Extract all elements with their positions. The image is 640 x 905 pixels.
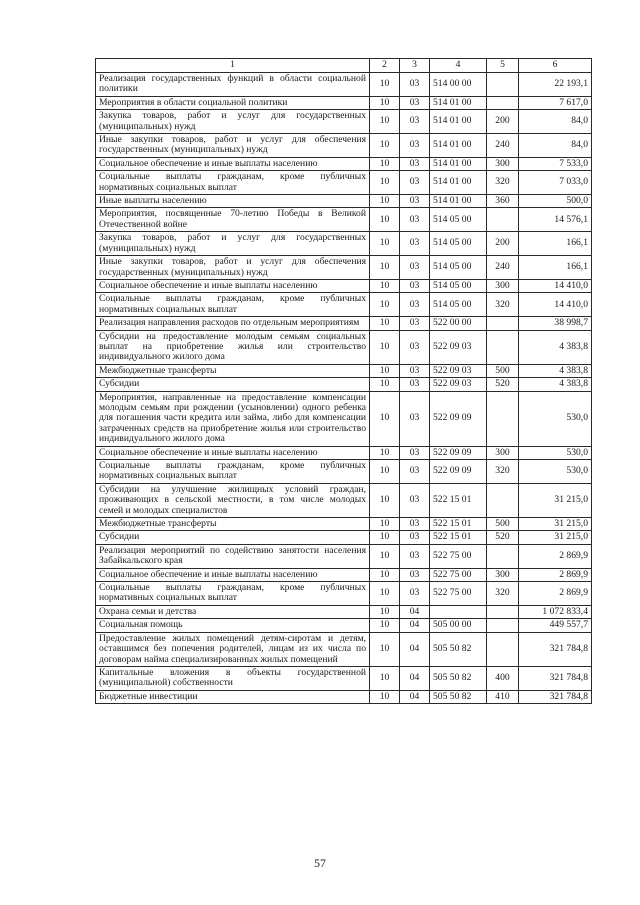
amount-cell: 2 869,9 [519,582,592,606]
table-row [96,96,592,109]
header-col-2: 2 [370,59,400,73]
target-article-cell: 522 75 00 [430,568,487,581]
table-row [96,518,592,531]
target-article-cell: 514 01 00 [430,110,487,134]
section-code-cell: 10 [370,157,400,170]
subsection-code-cell: 03 [400,518,430,531]
amount-cell: 2 869,9 [519,544,592,568]
amount-cell: 84,0 [519,134,592,158]
section-code-cell: 10 [370,330,400,364]
section-code-cell: 10 [370,391,400,446]
expense-type-cell: 410 [487,690,519,703]
expense-type-cell: 200 [487,232,519,256]
table-row [96,293,592,317]
section-code-cell: 10 [370,232,400,256]
expense-type-cell: 500 [487,518,519,531]
row-name-cell: Субсидии на предоставление молодым семьям социальных выплат на приобретение жилья или строительство индивидуального жилого дома [96,330,370,364]
subsection-code-cell: 03 [400,364,430,377]
amount-cell: 166,1 [519,256,592,280]
expense-type-cell: 300 [487,279,519,292]
subsection-code-cell: 03 [400,96,430,109]
section-code-cell: 10 [370,171,400,195]
target-article-cell: 522 09 09 [430,391,487,446]
subsection-code-cell: 03 [400,110,430,134]
expense-type-cell [487,544,519,568]
table-row [96,446,592,459]
section-code-cell: 10 [370,256,400,280]
amount-cell: 530,0 [519,391,592,446]
subsection-code-cell: 03 [400,256,430,280]
expense-type-cell [487,208,519,232]
row-name-cell: Реализация направления расходов по отдельным мероприятиям [96,317,370,330]
expense-type-cell: 400 [487,666,519,690]
section-code-cell: 10 [370,460,400,484]
row-name-cell: Социальное обеспечение и иные выплаты населению [96,568,370,581]
amount-cell: 530,0 [519,446,592,459]
amount-cell: 449 557,7 [519,619,592,632]
table-row [96,73,592,97]
amount-cell: 321 784,8 [519,666,592,690]
subsection-code-cell: 03 [400,293,430,317]
expense-type-cell [487,73,519,97]
amount-cell: 321 784,8 [519,690,592,703]
row-name-cell: Бюджетные инвестиции [96,690,370,703]
row-name-cell: Социальное обеспечение и иные выплаты населению [96,446,370,459]
expense-type-cell: 500 [487,364,519,377]
section-code-cell: 10 [370,364,400,377]
row-name-cell: Социальное обеспечение и иные выплаты населению [96,157,370,170]
row-name-cell: Социальные выплаты гражданам, кроме публичных нормативных социальных выплат [96,293,370,317]
subsection-code-cell: 03 [400,317,430,330]
row-name-cell: Иные закупки товаров, работ и услуг для обеспечения государственных (муниципальных) нужд [96,134,370,158]
target-article-cell: 522 09 03 [430,364,487,377]
expense-type-cell: 300 [487,446,519,459]
target-article-cell: 522 15 01 [430,531,487,544]
table-row [96,619,592,632]
row-name-cell: Субсидии [96,531,370,544]
header-col-6: 6 [519,59,592,73]
target-article-cell: 514 05 00 [430,279,487,292]
subsection-code-cell: 03 [400,391,430,446]
target-article-cell: 514 01 00 [430,195,487,208]
expense-type-cell [487,483,519,517]
expense-type-cell: 320 [487,460,519,484]
row-name-cell: Реализация мероприятий по содействию занятости населения Забайкальского края [96,544,370,568]
expense-type-cell: 360 [487,195,519,208]
section-code-cell: 10 [370,568,400,581]
target-article-cell: 514 01 00 [430,96,487,109]
amount-cell: 321 784,8 [519,632,592,666]
section-code-cell: 10 [370,378,400,391]
subsection-code-cell: 03 [400,544,430,568]
row-name-cell: Закупка товаров, работ и услуг для государственных (муниципальных) нужд [96,232,370,256]
subsection-code-cell: 04 [400,619,430,632]
target-article-cell: 514 01 00 [430,157,487,170]
amount-cell: 14 410,0 [519,293,592,317]
header-col-5: 5 [487,59,519,73]
target-article-cell: 522 09 09 [430,460,487,484]
row-name-cell: Субсидии [96,378,370,391]
expense-type-cell: 320 [487,171,519,195]
subsection-code-cell: 03 [400,330,430,364]
section-code-cell: 10 [370,317,400,330]
target-article-cell: 514 05 00 [430,208,487,232]
subsection-code-cell: 04 [400,666,430,690]
amount-cell: 4 383,8 [519,364,592,377]
table-row [96,666,592,690]
subsection-code-cell: 04 [400,632,430,666]
page-number: 57 [314,856,326,870]
target-article-cell: 505 50 82 [430,690,487,703]
row-name-cell: Мероприятия, направленные на предоставление компенсации молодым семьям при рождении (усыновлении) одного ребенка для погашения части кредита или займа, либо для компенсации затраченных средств на приобретение жилья или строительство индивидуального жилого дома [96,391,370,446]
table-row [96,568,592,581]
target-article-cell: 505 00 00 [430,619,487,632]
row-name-cell: Охрана семьи и детства [96,605,370,618]
expense-type-cell [487,605,519,618]
amount-cell: 14 576,1 [519,208,592,232]
row-name-cell: Капитальные вложения в объекты государственной (муниципальной) собственности [96,666,370,690]
subsection-code-cell: 03 [400,568,430,581]
subsection-code-cell: 03 [400,460,430,484]
expense-type-cell: 200 [487,110,519,134]
row-name-cell: Иные закупки товаров, работ и услуг для обеспечения государственных (муниципальных) нужд [96,256,370,280]
row-name-cell: Социальные выплаты гражданам, кроме публичных нормативных социальных выплат [96,171,370,195]
row-name-cell: Межбюджетные трансферты [96,518,370,531]
subsection-code-cell: 03 [400,208,430,232]
amount-cell: 4 383,8 [519,330,592,364]
target-article-cell [430,605,487,618]
subsection-code-cell: 03 [400,279,430,292]
target-article-cell: 514 05 00 [430,293,487,317]
table-row [96,232,592,256]
table-row [96,134,592,158]
amount-cell: 31 215,0 [519,483,592,517]
amount-cell: 4 383,8 [519,378,592,391]
subsection-code-cell: 04 [400,605,430,618]
target-article-cell: 514 01 00 [430,171,487,195]
amount-cell: 84,0 [519,110,592,134]
target-article-cell: 522 75 00 [430,582,487,606]
expense-type-cell: 520 [487,378,519,391]
section-code-cell: 10 [370,134,400,158]
row-name-cell: Социальная помощь [96,619,370,632]
header-col-4: 4 [430,59,487,73]
section-code-cell: 10 [370,446,400,459]
subsection-code-cell: 03 [400,134,430,158]
target-article-cell: 522 09 03 [430,330,487,364]
expense-type-cell: 320 [487,293,519,317]
expense-type-cell [487,317,519,330]
table-row [96,208,592,232]
section-code-cell: 10 [370,632,400,666]
table-row [96,632,592,666]
expense-type-cell [487,96,519,109]
expense-type-cell: 240 [487,256,519,280]
amount-cell: 500,0 [519,195,592,208]
subsection-code-cell: 03 [400,446,430,459]
amount-cell: 31 215,0 [519,531,592,544]
amount-cell: 2 869,9 [519,568,592,581]
table-row [96,279,592,292]
row-name-cell: Субсидии на улучшение жилищных условий граждан, проживающих в сельской местности, в том числе молодых семей и молодых специалистов [96,483,370,517]
table-row [96,110,592,134]
section-code-cell: 10 [370,518,400,531]
subsection-code-cell: 03 [400,73,430,97]
target-article-cell: 522 15 01 [430,518,487,531]
expense-type-cell [487,330,519,364]
row-name-cell: Социальное обеспечение и иные выплаты населению [96,279,370,292]
section-code-cell: 10 [370,666,400,690]
amount-cell: 7 033,0 [519,171,592,195]
expense-type-cell [487,632,519,666]
target-article-cell: 505 50 82 [430,666,487,690]
expense-type-cell: 240 [487,134,519,158]
subsection-code-cell: 03 [400,171,430,195]
header-col-3: 3 [400,59,430,73]
expense-type-cell [487,391,519,446]
amount-cell: 530,0 [519,460,592,484]
table-row [96,582,592,606]
expense-type-cell: 520 [487,531,519,544]
section-code-cell: 10 [370,110,400,134]
table-row [96,256,592,280]
table-row [96,317,592,330]
row-name-cell: Социальные выплаты гражданам, кроме публичных нормативных социальных выплат [96,582,370,606]
amount-cell: 38 998,7 [519,317,592,330]
subsection-code-cell: 03 [400,378,430,391]
target-article-cell: 522 09 03 [430,378,487,391]
table-row [96,690,592,703]
subsection-code-cell: 03 [400,582,430,606]
amount-cell: 14 410,0 [519,279,592,292]
subsection-code-cell: 03 [400,232,430,256]
amount-cell: 31 215,0 [519,518,592,531]
target-article-cell: 514 05 00 [430,256,487,280]
target-article-cell: 505 50 82 [430,632,487,666]
section-code-cell: 10 [370,73,400,97]
table-row [96,364,592,377]
section-code-cell: 10 [370,279,400,292]
table-row [96,391,592,446]
table-row [96,330,592,364]
subsection-code-cell: 04 [400,690,430,703]
header-col-1: 1 [96,59,370,73]
amount-cell: 166,1 [519,232,592,256]
subsection-code-cell: 03 [400,195,430,208]
target-article-cell: 522 00 00 [430,317,487,330]
target-article-cell: 514 00 00 [430,73,487,97]
header-row [96,59,592,73]
section-code-cell: 10 [370,208,400,232]
expense-type-cell: 320 [487,582,519,606]
row-name-cell: Закупка товаров, работ и услуг для государственных (муниципальных) нужд [96,110,370,134]
amount-cell: 7 617,0 [519,96,592,109]
target-article-cell: 522 15 01 [430,483,487,517]
section-code-cell: 10 [370,96,400,109]
row-name-cell: Мероприятия, посвященные 70-летию Победы в Великой Отечественной войне [96,208,370,232]
section-code-cell: 10 [370,531,400,544]
row-name-cell: Иные выплаты населению [96,195,370,208]
budget-table [95,58,592,704]
table-row [96,531,592,544]
amount-cell: 1 072 833,4 [519,605,592,618]
section-code-cell: 10 [370,483,400,517]
table-row [96,195,592,208]
section-code-cell: 10 [370,690,400,703]
subsection-code-cell: 03 [400,531,430,544]
table-row [96,544,592,568]
table-row [96,157,592,170]
table-body [96,73,592,704]
row-name-cell: Социальные выплаты гражданам, кроме публичных нормативных социальных выплат [96,460,370,484]
amount-cell: 22 193,1 [519,73,592,97]
row-name-cell: Реализация государственных функций в области социальной политики [96,73,370,97]
section-code-cell: 10 [370,195,400,208]
section-code-cell: 10 [370,619,400,632]
table-row [96,171,592,195]
section-code-cell: 10 [370,293,400,317]
expense-type-cell [487,619,519,632]
expense-type-cell: 300 [487,157,519,170]
target-article-cell: 514 01 00 [430,134,487,158]
target-article-cell: 522 09 09 [430,446,487,459]
subsection-code-cell: 03 [400,483,430,517]
expense-type-cell: 300 [487,568,519,581]
amount-cell: 7 533,0 [519,157,592,170]
section-code-cell: 10 [370,544,400,568]
table-row [96,460,592,484]
section-code-cell: 10 [370,605,400,618]
table-row [96,378,592,391]
target-article-cell: 514 05 00 [430,232,487,256]
table-row [96,483,592,517]
section-code-cell: 10 [370,582,400,606]
target-article-cell: 522 75 00 [430,544,487,568]
row-name-cell: Предоставление жилых помещений детям-сиротам и детям, оставшимся без попечения родителей, лицам из их числа по договорам найма специализированных жилых помещений [96,632,370,666]
row-name-cell: Мероприятия в области социальной политики [96,96,370,109]
table-row [96,605,592,618]
subsection-code-cell: 03 [400,157,430,170]
row-name-cell: Межбюджетные трансферты [96,364,370,377]
